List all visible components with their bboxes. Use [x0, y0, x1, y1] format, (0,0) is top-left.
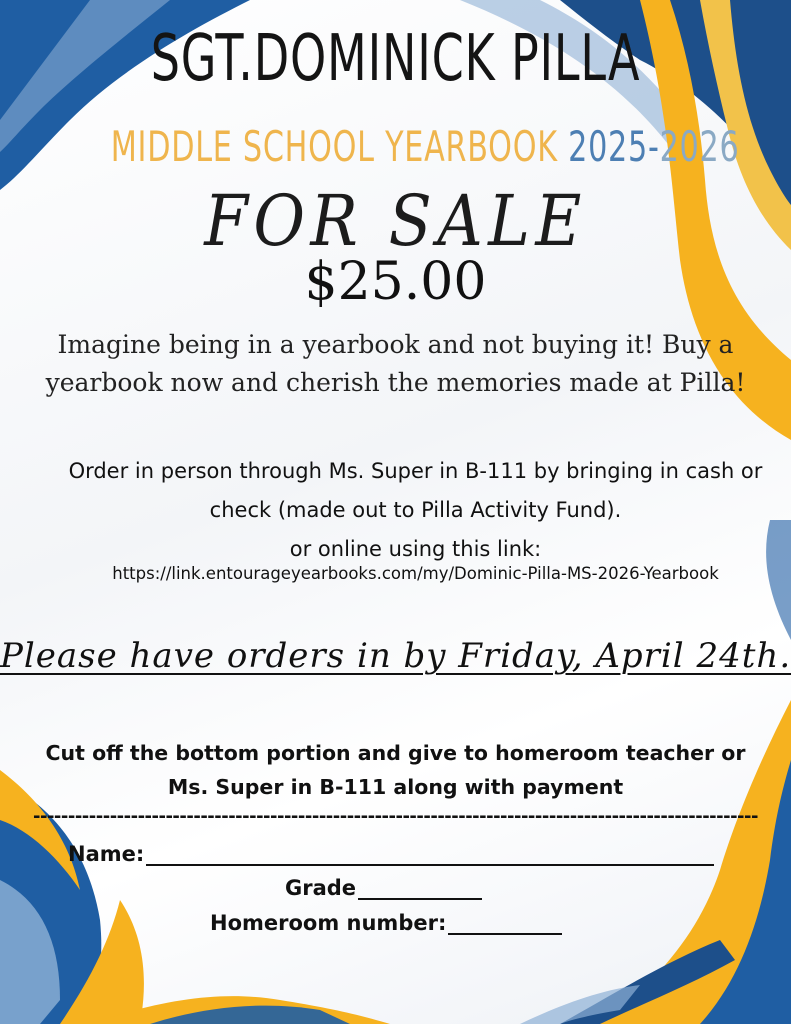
cutoff-line-2: Ms. Super in B-111 along with payment [167, 775, 624, 799]
order-instructions [20, 452, 791, 569]
homeroom-field[interactable] [210, 911, 562, 935]
cut-line-divider: -------------------------------------------------------------------------------------------------------- [33, 806, 758, 827]
homeroom-label: Homeroom number: [210, 911, 447, 935]
cutoff-instructions [0, 736, 791, 804]
order-line-1: Order in person through Ms. Super in B-111 by bringing in cash or [68, 459, 763, 483]
for-sale-heading: FOR SALE [204, 180, 587, 262]
name-field[interactable] [68, 842, 714, 866]
subtitle-year-start: 2025- [568, 122, 660, 171]
pitch-line-1: Imagine being in a yearbook and not buying it! Buy a [57, 330, 734, 359]
name-label: Name: [68, 842, 145, 866]
grade-blank[interactable] [358, 878, 482, 900]
grade-field[interactable] [285, 876, 482, 900]
subtitle-year-end: 2026 [659, 122, 740, 171]
order-line-2: check (made out to Pilla Activity Fund). [209, 498, 622, 522]
order-link[interactable]: https://link.entourageyearbooks.com/my/Dominic-Pilla-MS-2026-Yearbook [112, 564, 719, 583]
homeroom-blank[interactable] [448, 913, 562, 935]
pitch-text [0, 326, 791, 402]
order-line-3: or online using this link: [289, 537, 542, 561]
subtitle-middle-school: MIDDLE SCHOOL [110, 122, 375, 171]
price: $25.00 [304, 252, 487, 312]
deadline-notice: Please have orders in by Friday, April 24th. [0, 636, 791, 676]
pitch-line-2: yearbook now and cherish the memories made at Pilla! [45, 368, 746, 397]
name-blank[interactable] [146, 844, 714, 866]
cutoff-line-1: Cut off the bottom portion and give to homeroom teacher or [45, 741, 746, 765]
yearbook-subtitle [110, 122, 740, 171]
subtitle-yearbook: YEARBOOK [385, 122, 558, 171]
grade-label: Grade [285, 876, 357, 900]
school-title: SGT.DOMINICK PILLA [150, 22, 641, 96]
